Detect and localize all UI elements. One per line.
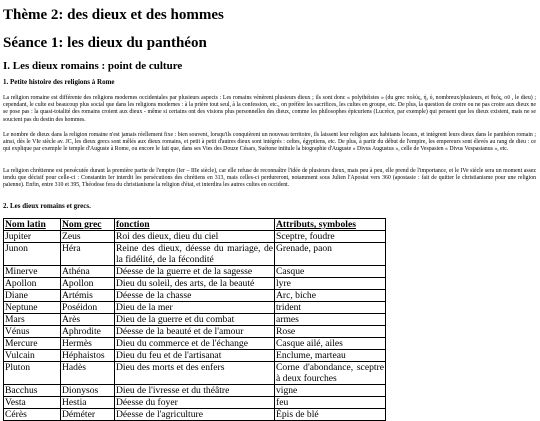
greek-name-cell: Héra: [61, 243, 115, 266]
attributes-cell: Arc, biche: [275, 290, 386, 302]
function-cell: Déesse du foyer: [115, 397, 275, 409]
latin-name-cell: Jupiter: [4, 231, 61, 243]
table-row: [4, 266, 386, 278]
paragraph-religion-differences: La religion romaine est différente des religions modernes occidentales par plusieurs aspects : Les romains vénèrent plusieurs dieux ; ils sont donc « polythéistes » (du grec πολύς, ή, ύ, nombreux/plusieurs, et θεός, οῦ , le dieu) ; cependant, le culte est beaucoup plus social que dans les religions modernes : à la prière tout seul, à la confession, etc., on préfère les sacrifices, les cultes en groupe, etc. De plus, la question de croire ou ne pas croire aux dieux ne se pose pas : la quasi-totalité des romains croient aux dieux - même si certains ont des visions plus personnelles des dieux, comme les philosophes épicuriens (Lucrèce, par exemple) qui pensent que les dieux existent, mais ne se soucient pas du destin des hommes.: [3, 95, 536, 123]
greek-name-cell: Arès: [61, 314, 115, 326]
latin-name-cell: Mars: [4, 314, 61, 326]
attributes-cell: trident: [275, 302, 386, 314]
header-latin-name: Nom latin: [4, 219, 61, 231]
attributes-cell: vigne: [275, 385, 386, 397]
table-row: [4, 231, 386, 243]
attributes-cell: Casque ailé, ailes: [275, 338, 386, 350]
greek-name-cell: Apollon: [61, 278, 115, 290]
table-row: [4, 326, 386, 338]
table-row: [4, 290, 386, 302]
attributes-cell: Corne d'abondance, sceptre à deux fourches: [276, 362, 384, 384]
subsection-gods-title: 2. Les dieux romains et grecs.: [3, 202, 91, 210]
attributes-cell: feu: [275, 397, 386, 409]
latin-name-cell: Vulcain: [4, 350, 61, 362]
latin-name-cell: Mercure: [4, 338, 61, 350]
latin-name-cell: Cérès: [4, 409, 61, 421]
greek-name-cell: Hestia: [61, 397, 115, 409]
function-cell: Dieu de la mer: [115, 302, 275, 314]
table-row: [4, 302, 386, 314]
function-cell: Déesse de la chasse: [115, 290, 275, 302]
gods-table: [3, 218, 386, 421]
attributes-cell: Sceptre, foudre: [275, 231, 386, 243]
table-row: [4, 409, 386, 421]
section-title: I. Les dieux romains : point de culture: [3, 60, 183, 72]
attributes-cell: Rose: [275, 326, 386, 338]
gods-table-body: [4, 231, 386, 421]
function-cell: Déesse de la beauté et de l'amour: [115, 326, 275, 338]
function-cell: Reine des dieux, déesse du mariage, de la fidélité, de la fécondité: [116, 243, 273, 265]
attributes-cell: Casque: [275, 266, 386, 278]
table-row: [4, 362, 386, 385]
header-greek-name: Nom grec: [61, 219, 115, 231]
function-cell: Dieu de l'ivresse et du théâtre: [115, 385, 275, 397]
table-row: [4, 338, 386, 350]
function-cell: Dieu du soleil, des arts, de la beauté: [115, 278, 275, 290]
subsection-history-title: 1. Petite histoire des religions à Rome: [3, 78, 115, 86]
greek-name-cell: Athéna: [61, 266, 115, 278]
attributes-cell: armes: [275, 314, 386, 326]
function-cell: Dieu de la guerre et du combat: [115, 314, 275, 326]
greek-name-cell: Dionysos: [61, 385, 115, 397]
function-cell: Déesse de l'agriculture: [115, 409, 275, 421]
latin-name-cell: Vénus: [4, 326, 61, 338]
attributes-cell: Enclume, marteau: [275, 350, 386, 362]
greek-name-cell: Déméter: [61, 409, 115, 421]
greek-name-cell: Héphaistos: [61, 350, 115, 362]
greek-name-cell: Artémis: [61, 290, 115, 302]
latin-name-cell: Pluton: [4, 362, 61, 385]
paragraph-number-of-gods: Le nombre de dieux dans la religion romaine n'est jamais réellement fixe : bien souvent, lorsqu'ils conquièrent un nouveau territoire, ils laissent leur religion aux habitants locaux, et intègrent leurs dieux dans le panthéon romain ; ainsi, dès le VIe siècle av. JC, les dieux grecs sont mêlés aux dieux romains, et petit à petit d'autres dieux sont intégrés : celtes, égyptiens, etc. De plus, à partir du début de l'empire, les empereurs sont élevés au rang de dieu : ce qui explique par exemple le temple d'Auguste à Rome, ou encore le fait que, dans ses Vies des Douze Césars, Suétone intitule la biographie d'Auguste « Divus Augustus », celle de Vespasien « Divus Vespasianus », etc.: [3, 132, 536, 153]
greek-name-cell: Zeus: [61, 231, 115, 243]
latin-name-cell: Neptune: [4, 302, 61, 314]
function-cell: Dieu du commerce et de l'échange: [115, 338, 275, 350]
table-row: [4, 314, 386, 326]
greek-name-cell: Hermès: [61, 338, 115, 350]
attributes-cell: Grenade, paon: [275, 243, 386, 266]
latin-name-cell: Bacchus: [4, 385, 61, 397]
greek-name-cell: Aphrodite: [61, 326, 115, 338]
table-row: [4, 397, 386, 409]
latin-name-cell: Vesta: [4, 397, 61, 409]
seance-title: Séance 1: les dieux du panthéon: [3, 35, 207, 51]
attributes-cell: lyre: [275, 278, 386, 290]
paragraph-christianity: La religion chrétienne est persécutée durant la première partie de l'empire (Ier – IIIe siècle), car elle refuse de reconnaître l'idée de plusieurs dieux, mais peu à peu, elle prend de l'importance, et le IVe siècle sera un moment assez tendu que décisif pour celle-ci : Constantin Ier interdit les persécutions des chrétiens en 313, mais celles-ci perdureront, notamment sous Julien l'Apostat vers 360 (apostasie : fait de quitter le christianisme pour une religion païenne). Enfin, entre 310 et 395, Théodose fera du christianisme la religion d'état, et interdira les autres cultes en occident.: [3, 168, 536, 189]
latin-name-cell: Diane: [4, 290, 61, 302]
table-row: [4, 350, 386, 362]
function-cell: Roi des dieux, dieu du ciel: [115, 231, 275, 243]
table-header-row: [4, 219, 386, 231]
latin-name-cell: Minerve: [4, 266, 61, 278]
header-attributes: Attributs, symboles: [275, 219, 386, 231]
table-row: [4, 385, 386, 397]
greek-name-cell: Poséidon: [61, 302, 115, 314]
theme-title: Thème 2: des dieux et des hommes: [3, 7, 224, 23]
function-cell: Déesse de la guerre et de la sagesse: [115, 266, 275, 278]
greek-name-cell: Hadès: [61, 362, 115, 385]
attributes-cell: Épis de blé: [275, 409, 386, 421]
function-cell: Dieu des morts et des enfers: [115, 362, 275, 385]
table-row: [4, 278, 386, 290]
table-row: [4, 243, 386, 266]
function-cell: Dieu du feu et de l'artisanat: [115, 350, 275, 362]
latin-name-cell: Junon: [4, 243, 61, 266]
latin-name-cell: Apollon: [4, 278, 61, 290]
header-function: fonction: [115, 219, 275, 231]
